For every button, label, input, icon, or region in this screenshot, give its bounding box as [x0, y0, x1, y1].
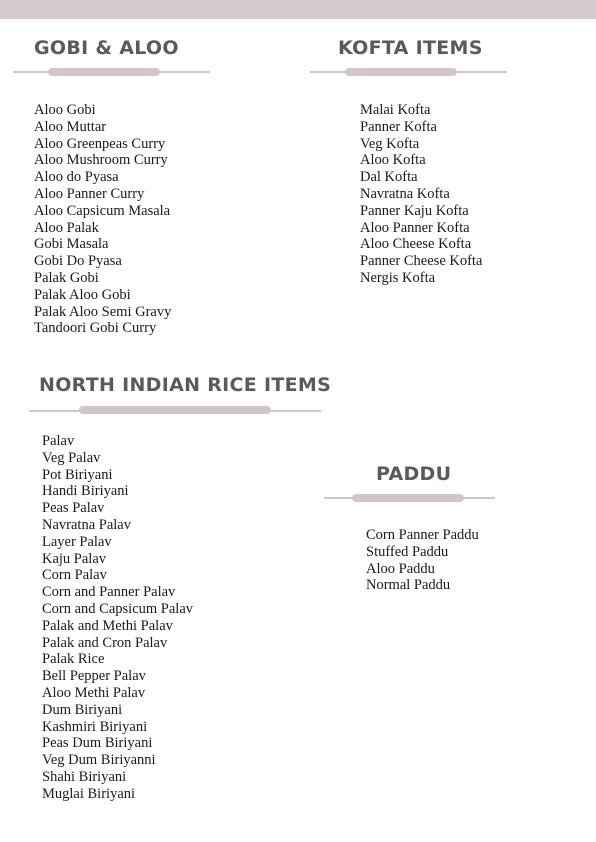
menu-item: Normal Paddu: [366, 577, 451, 594]
section-title-gobi-aloo: GOBI & ALOO: [34, 37, 179, 59]
menu-item: Malai Kofta: [360, 102, 431, 118]
menu-item: Muglai Biriyani: [42, 785, 136, 802]
heading-underline-accent: [48, 68, 160, 76]
section-title-paddu: PADDU: [376, 463, 452, 485]
menu-item: Aloo Capsicum Masala: [34, 202, 171, 219]
menu-item: Corn Palav: [42, 567, 107, 584]
menu-item: Palak Gobi: [34, 269, 99, 286]
menu-item: Aloo Paddu: [366, 560, 435, 577]
menu-item: Handi Biriyani: [42, 483, 129, 500]
menu-list-paddu: [366, 527, 479, 594]
menu-item: Palav: [42, 433, 75, 449]
menu-item: Bell Pepper Palav: [42, 668, 146, 685]
menu-item: Panner Kofta: [360, 118, 437, 135]
menu-item: Veg Dum Biriyanni: [42, 752, 156, 769]
menu-item: Layer Palav: [42, 533, 112, 550]
heading-underline-accent: [352, 494, 464, 502]
menu-item: Palak Aloo Semi Gravy: [34, 303, 172, 320]
menu-item: Navratna Palav: [42, 516, 131, 533]
menu-item: Peas Dum Biriyani: [42, 735, 153, 752]
menu-item: Panner Kaju Kofta: [360, 202, 469, 219]
menu-item: Veg Palav: [42, 449, 101, 466]
heading-underline-accent: [345, 68, 457, 76]
menu-item: Aloo Muttar: [34, 118, 107, 135]
menu-list-gobi-aloo: [34, 102, 171, 337]
menu-item: Tandoori Gobi Curry: [34, 320, 157, 337]
section-title-rice: NORTH INDIAN RICE ITEMS: [39, 374, 332, 396]
menu-item: Aloo Mushroom Curry: [34, 152, 168, 169]
menu-item: Palak and Cron Palav: [42, 634, 168, 651]
menu-item: Pot Biriyani: [42, 466, 113, 483]
menu-item: Aloo Greenpeas Curry: [34, 135, 166, 152]
menu-item: Nergis Kofta: [360, 269, 436, 286]
menu-item: Aloo Methi Palav: [42, 684, 146, 701]
menu-item: Aloo Cheese Kofta: [360, 236, 472, 253]
menu-item: Kaju Palav: [42, 550, 107, 567]
menu-item: Corn and Panner Palav: [42, 584, 176, 601]
top-banner: [0, 0, 596, 19]
menu-item: Corn and Capsicum Palav: [42, 600, 194, 617]
menu-item: Peas Palav: [42, 500, 105, 517]
menu-item: Gobi Do Pyasa: [34, 253, 122, 270]
menu-item: Navratna Kofta: [360, 185, 450, 202]
menu-item: Palak and Methi Palav: [42, 617, 173, 634]
menu-item: Panner Cheese Kofta: [360, 253, 483, 270]
menu-item: Shahi Biriyani: [42, 768, 127, 785]
menu-item: Dal Kofta: [360, 169, 418, 186]
menu-item: Palak Aloo Gobi: [34, 286, 131, 303]
section-title-kofta: KOFTA ITEMS: [338, 37, 483, 59]
menu-item: Gobi Masala: [34, 236, 109, 253]
menu-item: Kashmiri Biriyani: [42, 718, 148, 735]
heading-underline-accent: [79, 406, 271, 414]
menu-item: Aloo Gobi: [34, 102, 96, 118]
menu-item: Aloo Panner Curry: [34, 185, 145, 202]
menu-list-rice: [42, 433, 193, 803]
menu-item: Corn Panner Paddu: [366, 527, 479, 543]
menu-item: Aloo Panner Kofta: [360, 219, 470, 236]
menu-item: Aloo Kofta: [360, 152, 426, 169]
menu-item: Dum Biriyani: [42, 701, 123, 718]
menu-item: Aloo do Pyasa: [34, 169, 119, 186]
menu-item: Aloo Palak: [34, 219, 99, 236]
menu-item: Veg Kofta: [360, 135, 420, 152]
menu-item: Palak Rice: [42, 651, 105, 668]
menu-item: Stuffed Paddu: [366, 543, 449, 560]
menu-list-kofta: [360, 102, 482, 287]
